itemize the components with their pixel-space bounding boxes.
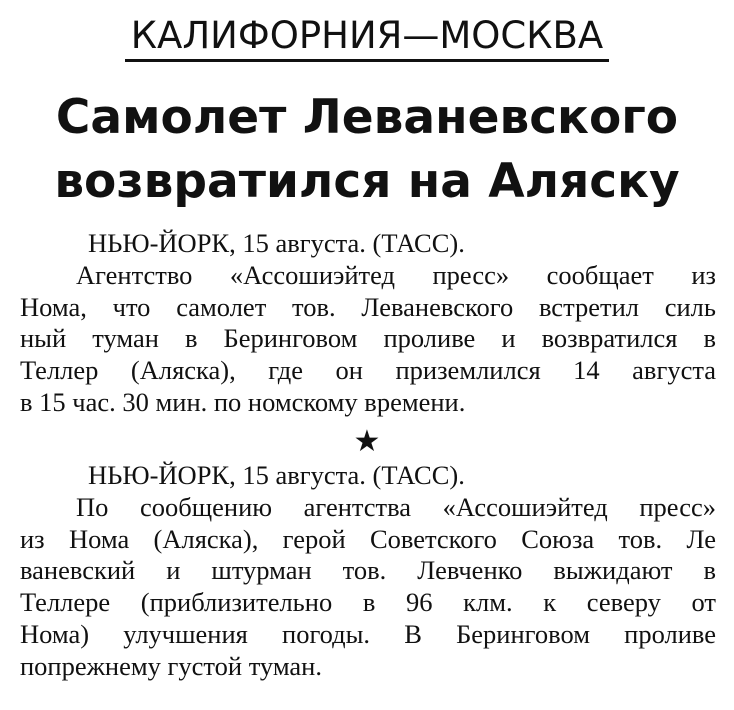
report-1-line: ный туман в Беринговом проливе и возвратился в: [20, 323, 716, 354]
report-1-dateline: НЬЮ-ЙОРК, 15 августа. (ТАСС).: [88, 228, 465, 258]
report-1: [20, 228, 716, 419]
report-2-line: попрежнему густой туман.: [20, 650, 322, 681]
headline-line-2: возвратился на Аляску: [54, 154, 680, 209]
section-rubric: [0, 14, 734, 62]
report-2-line: ваневский и штурман тов. Левченко выжидают в: [20, 555, 716, 586]
report-2-line: По сообщению агентства «Ассошиэйтед пресс»: [76, 491, 716, 522]
report-2-dateline: НЬЮ-ЙОРК, 15 августа. (ТАСС).: [88, 460, 465, 490]
headline-line-1: Самолет Леваневского: [55, 90, 679, 145]
report-2-line: из Нома (Аляска), герой Советского Союза тов. Ле: [20, 523, 716, 554]
article-headline: [0, 86, 734, 214]
report-1-line: Теллер (Аляска), где он приземлился 14 августа: [20, 355, 716, 386]
report-2: [20, 460, 716, 683]
report-1-line: Агентство «Ассошиэйтед пресс» сообщает из: [76, 259, 716, 290]
report-1-line: Нома, что самолет тов. Леваневского встретил силь: [20, 291, 716, 322]
rubric-text: КАЛИФОРНИЯ—МОСКВА: [125, 14, 609, 62]
star-separator-icon: ★: [353, 424, 381, 459]
report-2-line: Теллере (приблизительно в 96 клм. к северу от: [20, 587, 716, 618]
report-1-line: в 15 час. 30 мин. по номскому времени.: [20, 386, 466, 417]
report-2-line: Нома) улучшения погоды. В Беринговом проливе: [20, 618, 716, 649]
